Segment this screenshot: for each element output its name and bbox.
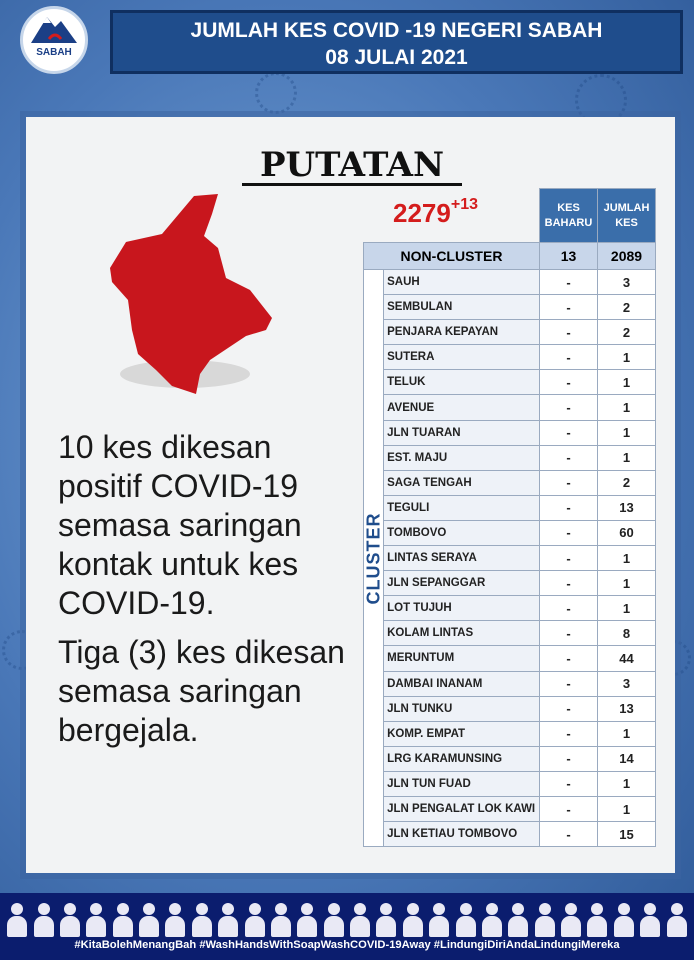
table-row xyxy=(364,345,656,370)
cluster-total-cases: 14 xyxy=(598,746,656,771)
table-row xyxy=(364,395,656,420)
cluster-total-cases: 2 xyxy=(598,470,656,495)
table-row xyxy=(364,495,656,520)
frontliner-icon xyxy=(138,901,160,937)
table-row xyxy=(364,520,656,545)
cluster-name: KOLAM LINTAS xyxy=(384,621,540,646)
summary-text xyxy=(58,428,348,750)
frontliner-icon xyxy=(59,901,81,937)
cluster-total-cases: 1 xyxy=(598,796,656,821)
table-row xyxy=(364,270,656,295)
cluster-total-cases: 13 xyxy=(598,495,656,520)
cluster-total-cases: 13 xyxy=(598,696,656,721)
frontliner-icon xyxy=(666,901,688,937)
frontliner-icon xyxy=(6,901,28,937)
table-row xyxy=(364,445,656,470)
table-row xyxy=(364,721,656,746)
cluster-name: TEGULI xyxy=(384,495,540,520)
cluster-new-cases: - xyxy=(540,721,598,746)
cluster-name: JLN TUARAN xyxy=(384,420,540,445)
cluster-new-cases: - xyxy=(540,822,598,847)
cluster-new-cases: - xyxy=(540,470,598,495)
table-row xyxy=(364,546,656,571)
cluster-name: MERUNTUM xyxy=(384,646,540,671)
cluster-new-cases: - xyxy=(540,395,598,420)
frontliner-icon xyxy=(428,901,450,937)
table-row xyxy=(364,796,656,821)
cluster-new-cases: - xyxy=(540,370,598,395)
cluster-new-cases: - xyxy=(540,696,598,721)
cluster-total-cases: 1 xyxy=(598,445,656,470)
cluster-total-cases: 1 xyxy=(598,771,656,796)
cluster-total-cases: 1 xyxy=(598,596,656,621)
frontliner-icon xyxy=(639,901,661,937)
frontliner-icon xyxy=(560,901,582,937)
cluster-table xyxy=(363,188,656,847)
cluster-new-cases: - xyxy=(540,345,598,370)
cluster-total-cases: 1 xyxy=(598,420,656,445)
frontliner-icon xyxy=(349,901,371,937)
frontliner-icon xyxy=(507,901,529,937)
frontliner-icon xyxy=(481,901,503,937)
header-date: 08 JULAI 2021 xyxy=(325,46,468,69)
frontliner-icon xyxy=(296,901,318,937)
summary-paragraph-2: Tiga (3) kes dikesan semasa saringan bergejala. xyxy=(58,634,345,748)
cluster-new-cases: - xyxy=(540,445,598,470)
non-cluster-new: 13 xyxy=(540,243,598,270)
frontliner-icon xyxy=(217,901,239,937)
cluster-total-cases: 44 xyxy=(598,646,656,671)
cluster-name: JLN PENGALAT LOK KAWI xyxy=(384,796,540,821)
cluster-new-cases: - xyxy=(540,295,598,320)
cluster-new-cases: - xyxy=(540,796,598,821)
table-row xyxy=(364,571,656,596)
footer-hashtags: #KitaBolehMenangBah #WashHandsWithSoapWashCOVID-19Away #LindungiDiriAndaLindungiMereka xyxy=(74,939,620,951)
table-row xyxy=(364,746,656,771)
cluster-label-cell xyxy=(364,270,384,847)
cluster-new-cases: - xyxy=(540,520,598,545)
cluster-name: AVENUE xyxy=(384,395,540,420)
table-row xyxy=(364,696,656,721)
table-row xyxy=(364,320,656,345)
table-row xyxy=(364,295,656,320)
summary-paragraph-1: 10 kes dikesan positif COVID-19 semasa saringan kontak untuk kes COVID-19. xyxy=(58,429,302,621)
sabah-logo xyxy=(20,6,88,74)
cluster-total-cases: 60 xyxy=(598,520,656,545)
non-cluster-total: 2089 xyxy=(598,243,656,270)
frontliner-icon xyxy=(586,901,608,937)
district-title: PUTATAN xyxy=(242,146,462,186)
cluster-new-cases: - xyxy=(540,320,598,345)
frontliner-icon xyxy=(112,901,134,937)
cluster-new-cases: - xyxy=(540,420,598,445)
header-title: JUMLAH KES COVID -19 NEGERI SABAH xyxy=(190,19,603,42)
frontliner-icon xyxy=(85,901,107,937)
cluster-name: TOMBOVO xyxy=(384,520,540,545)
table-row xyxy=(364,822,656,847)
table-row xyxy=(364,420,656,445)
non-cluster-row xyxy=(364,243,656,270)
column-header-new-cases: KES BAHARU xyxy=(540,189,598,243)
new-cases-value: +13 xyxy=(450,196,478,213)
cluster-name: JLN SEPANGGAR xyxy=(384,571,540,596)
table-row xyxy=(364,671,656,696)
cluster-total-cases: 2 xyxy=(598,320,656,345)
cluster-name: SAGA TENGAH xyxy=(384,470,540,495)
cluster-new-cases: - xyxy=(540,270,598,295)
frontliner-icon xyxy=(455,901,477,937)
cluster-total-cases: 1 xyxy=(598,721,656,746)
frontliner-icon xyxy=(323,901,345,937)
footer-banner xyxy=(0,893,694,960)
frontliner-icon xyxy=(33,901,55,937)
cluster-name: EST. MAJU xyxy=(384,445,540,470)
cluster-name: LRG KARAMUNSING xyxy=(384,746,540,771)
cluster-total-cases: 1 xyxy=(598,345,656,370)
table-row xyxy=(364,370,656,395)
cluster-name: DAMBAI INANAM xyxy=(384,671,540,696)
frontliner-icon xyxy=(270,901,292,937)
frontliner-icon xyxy=(164,901,186,937)
cluster-total-cases: 2 xyxy=(598,295,656,320)
frontliner-icons xyxy=(4,897,690,937)
cluster-label: CLUSTER xyxy=(363,512,384,605)
logo-text: SABAH xyxy=(36,47,72,58)
cluster-name: TELUK xyxy=(384,370,540,395)
table-row xyxy=(364,621,656,646)
frontliner-icon xyxy=(534,901,556,937)
cluster-name: JLN TUN FUAD xyxy=(384,771,540,796)
cluster-new-cases: - xyxy=(540,746,598,771)
table-row xyxy=(364,596,656,621)
cluster-name: LINTAS SERAYA xyxy=(384,546,540,571)
frontliner-icon xyxy=(402,901,424,937)
virus-decoration xyxy=(255,72,297,114)
cluster-name: PENJARA KEPAYAN xyxy=(384,320,540,345)
cluster-total-cases: 3 xyxy=(598,270,656,295)
header-banner xyxy=(110,10,683,74)
cluster-new-cases: - xyxy=(540,646,598,671)
total-cases-value: 2279 xyxy=(393,198,451,228)
cluster-new-cases: - xyxy=(540,546,598,571)
cluster-new-cases: - xyxy=(540,671,598,696)
cluster-new-cases: - xyxy=(540,621,598,646)
cluster-name: KOMP. EMPAT xyxy=(384,721,540,746)
putatan-map-icon xyxy=(100,190,275,395)
mountain-logo-icon xyxy=(23,9,85,49)
table-row xyxy=(364,646,656,671)
cluster-total-cases: 15 xyxy=(598,822,656,847)
cluster-total-cases: 8 xyxy=(598,621,656,646)
cluster-new-cases: - xyxy=(540,771,598,796)
non-cluster-label: NON-CLUSTER xyxy=(364,243,540,270)
cluster-name: LOT TUJUH xyxy=(384,596,540,621)
table-row xyxy=(364,771,656,796)
cluster-new-cases: - xyxy=(540,495,598,520)
cluster-total-cases: 3 xyxy=(598,671,656,696)
cluster-name: SEMBULAN xyxy=(384,295,540,320)
cluster-name: SAUH xyxy=(384,270,540,295)
cluster-total-cases: 1 xyxy=(598,370,656,395)
frontliner-icon xyxy=(244,901,266,937)
cluster-new-cases: - xyxy=(540,571,598,596)
cluster-name: SUTERA xyxy=(384,345,540,370)
frontliner-icon xyxy=(613,901,635,937)
cluster-total-cases: 1 xyxy=(598,571,656,596)
cluster-total-cases: 1 xyxy=(598,546,656,571)
frontliner-icon xyxy=(191,901,213,937)
cluster-name: JLN TUNKU xyxy=(384,696,540,721)
frontliner-icon xyxy=(375,901,397,937)
table-row xyxy=(364,470,656,495)
cluster-name: JLN KETIAU TOMBOVO xyxy=(384,822,540,847)
cluster-new-cases: - xyxy=(540,596,598,621)
column-header-total-cases: JUMLAH KES xyxy=(598,189,656,243)
cluster-total-cases: 1 xyxy=(598,395,656,420)
